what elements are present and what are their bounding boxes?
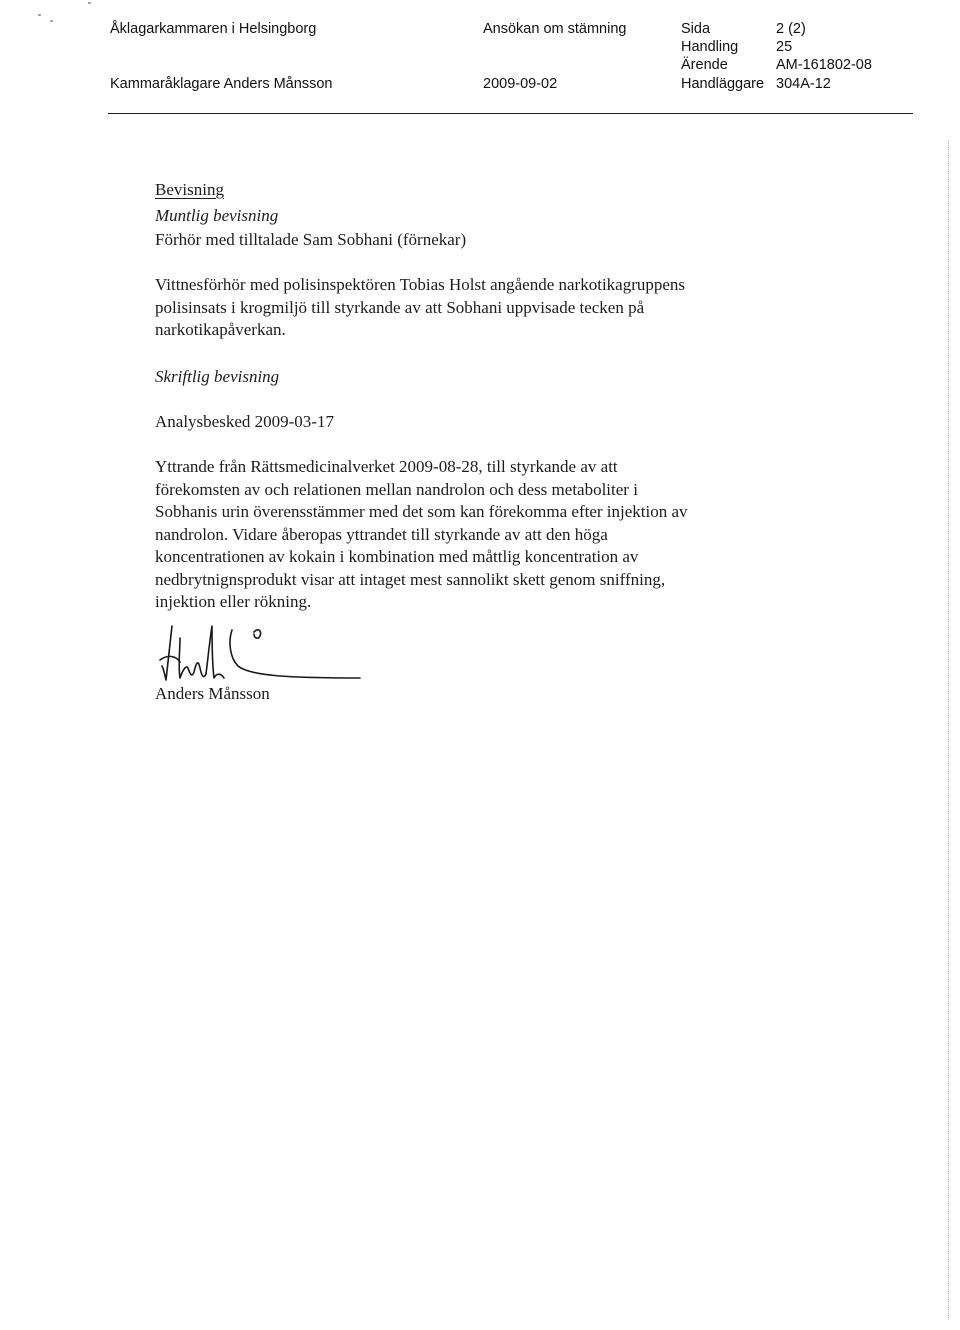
scan-edge-line xyxy=(948,140,950,1320)
witness-paragraph xyxy=(155,274,795,342)
paragraph-line: narkotikapåverkan. xyxy=(155,320,286,339)
document-date: 2009-09-02 xyxy=(483,76,558,92)
paragraph-line: koncentrationen av kokain i kombination med måttlig koncentration av xyxy=(155,547,639,566)
page-number: 2 (2) xyxy=(776,21,806,37)
handling-number: 25 xyxy=(776,39,793,55)
paragraph-line: förekomsten av och relationen mellan nandrolon och dess metaboliter i xyxy=(155,479,638,499)
scan-speck xyxy=(38,14,41,16)
prosecutor-name: Kammaråklagare Anders Månsson xyxy=(110,76,333,92)
section-heading: Bevisning xyxy=(155,180,224,199)
scan-speck xyxy=(88,2,91,4)
handler-label: Handläggare xyxy=(681,76,765,92)
paragraph-line: nandrolon. Vidare åberopas yttrandet till styrkande av att den höga xyxy=(155,524,608,544)
analysis-notice: Analysbesked 2009-03-17 xyxy=(155,412,334,431)
paragraph-line: nedbrytnignsprodukt visar att intaget mest sannolikt skett genom sniffning, xyxy=(155,569,666,589)
office-name: Åklagarkammaren i Helsingborg xyxy=(110,21,317,37)
paragraph-line: Sobhanis urin överensstämmer med det som kan förekomma efter injektion av xyxy=(155,502,688,521)
document-type: Ansökan om stämning xyxy=(483,21,627,37)
defendant-hearing: Förhör med tilltalade Sam Sobhani (förnekar) xyxy=(155,230,467,249)
subheading-written-evidence: Skriftlig bevisning xyxy=(155,367,280,386)
paragraph-line: injektion eller rökning. xyxy=(155,592,312,611)
case-label: Ärende xyxy=(681,57,728,73)
handling-label: Handling xyxy=(681,39,739,55)
paragraph-line: polisinsats i krogmiljö till styrkande av att Sobhani uppvisade tecken på xyxy=(155,297,645,317)
handwritten-signature xyxy=(150,618,380,693)
scan-speck xyxy=(50,20,53,22)
case-number: AM-161802-08 xyxy=(776,57,872,73)
subheading-oral-evidence: Muntlig bevisning xyxy=(155,206,279,225)
header-divider xyxy=(108,113,913,114)
page-label: Sida xyxy=(681,21,711,37)
paragraph-line: Vittnesförhör med polisinspektören Tobias Holst angående narkotikagruppens xyxy=(155,275,686,294)
statement-paragraph xyxy=(155,456,795,614)
paragraph-line: Yttrande från Rättsmedicinalverket 2009-08-28, till styrkande av att xyxy=(155,457,618,476)
signature-name: Anders Månsson xyxy=(155,684,270,703)
handler-code: 304A-12 xyxy=(776,76,831,92)
